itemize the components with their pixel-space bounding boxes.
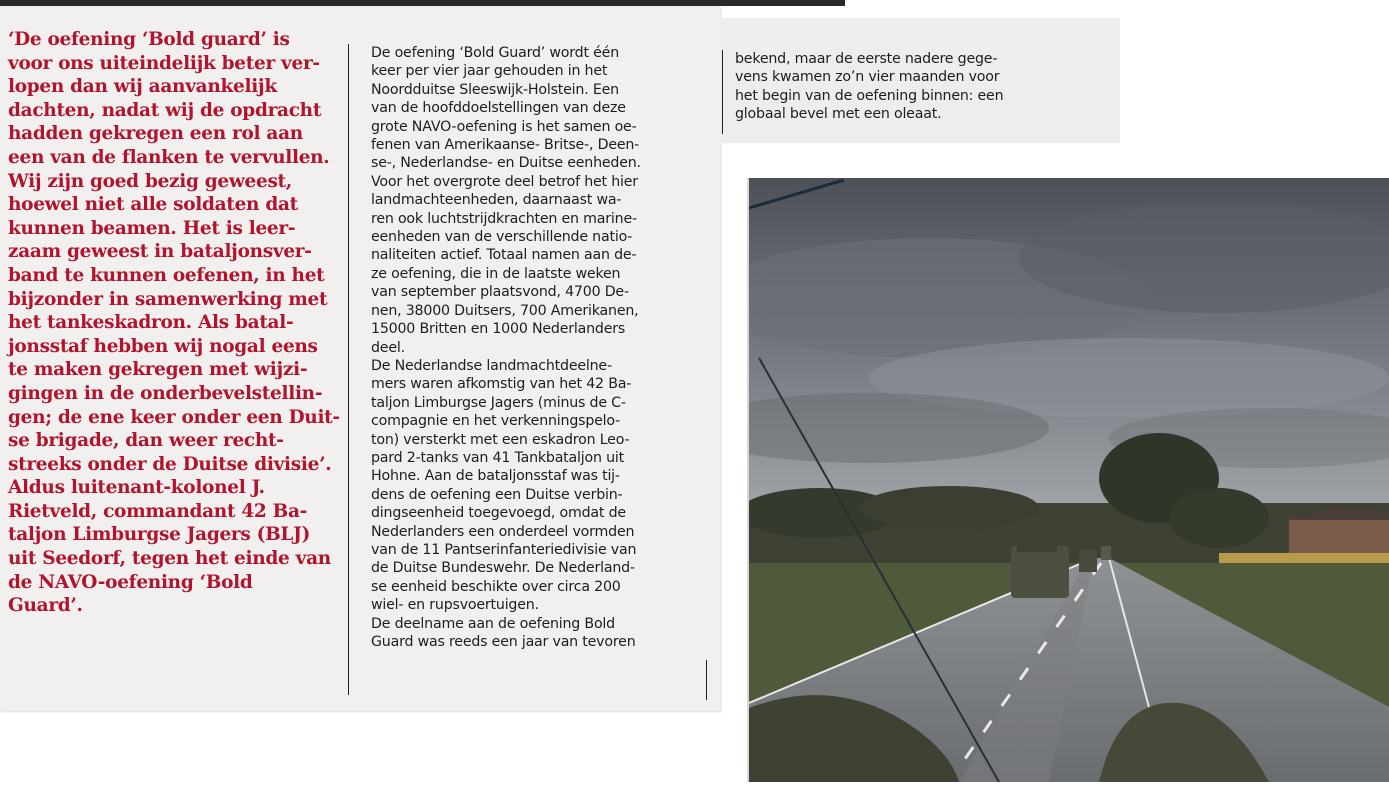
house (1289, 518, 1389, 553)
article-column-right: bekend, maar de eerste nadere gege- vens kwamen zo’n vier maanden voor het begin van de oefening binnen: een globaal bevel met een oleaat. (735, 51, 1004, 123)
convoy-vehicle (1101, 546, 1111, 560)
article-pull-quote: ‘De oefening ‘Bold guard’ is voor ons uiteindelijk beter ver- lopen dan wij aanvankelijk dachten, nadat wij de opdracht hadden gekregen een rol aan een van de flanken te vervullen. Wij zijn goed bezig geweest, hoewel niet alle soldaten dat kunnen beamen. Het is leer- zaam geweest in bataljonsver- band te kunnen oefenen, in het bijzonder in samenwerking met het tankeskadron. Als batal- jonsstaf hebben wij nogal eens te maken gekregen met wijzi- gingen in de onderbevelstellin- gen; de ene keer onder een Duit- se brigade, dan weer recht- streeks onder de Duitse divisie’. Aldus luitenant-kolonel J. Rietveld, commandant 42 Ba- taljon Limburgse Jagers (BLJ) uit Seedorf, tegen het einde van de NAVO-oefening ‘Bold Guard’. (8, 29, 340, 617)
column-divider-left (348, 44, 349, 695)
lead-vehicle (1011, 546, 1069, 598)
article-column-middle: De oefening ‘Bold Guard’ wordt één keer per vier jaar gehouden in het Noordduitse Sleeswijk-Holstein. Een van de hoofddoelstellingen van deze grote NAVO-oefening is het samen oe- fenen van Amerikaanse- Britse-, Deen- se-, Nederlandse- en Duitse eenheden. Voor het overgrote deel betrof het hier landmachteenheden, daarnaast wa- ren ook luchtstrijdkrachten en marine- eenheden van de verschillende natio- naliteiten actief. Totaal namen aan de- ze oefening, die in de laatste weken van september plaatsvond, 4700 De- nen, 38000 Duitsers, 700 Amerikanen, 15000 Britten en 1000 Nederlanders deel. De Nederlandse landmachtdeelne- mers waren afkomstig van het 42 Ba- taljon Limburgse Jagers (minus de C- compagnie en het verkenningspelo- ton) versterkt met een eskadron Leo- pard 2-tanks van 41 Tankbataljon uit Hohne. Aan de bataljonsstaf was tij- dens de oefening een Duitse verbin- dingseenheid toegevoegd, omdat de Nederlanders een onderdeel vormden van de 11 Pantserinfanteriedivisie van de Duitse Bundeswehr. De Nederland- se eenheid beschikte over circa 200 wiel- en rupsvoertuigen. De deelname aan de oefening Bold Guard was reeds een jaar van tevoren (371, 45, 641, 650)
convoy-vehicle (1079, 550, 1097, 572)
column-divider-right (706, 660, 707, 700)
convoy-road-photo (747, 178, 1389, 782)
column-divider-top-right (722, 50, 723, 134)
